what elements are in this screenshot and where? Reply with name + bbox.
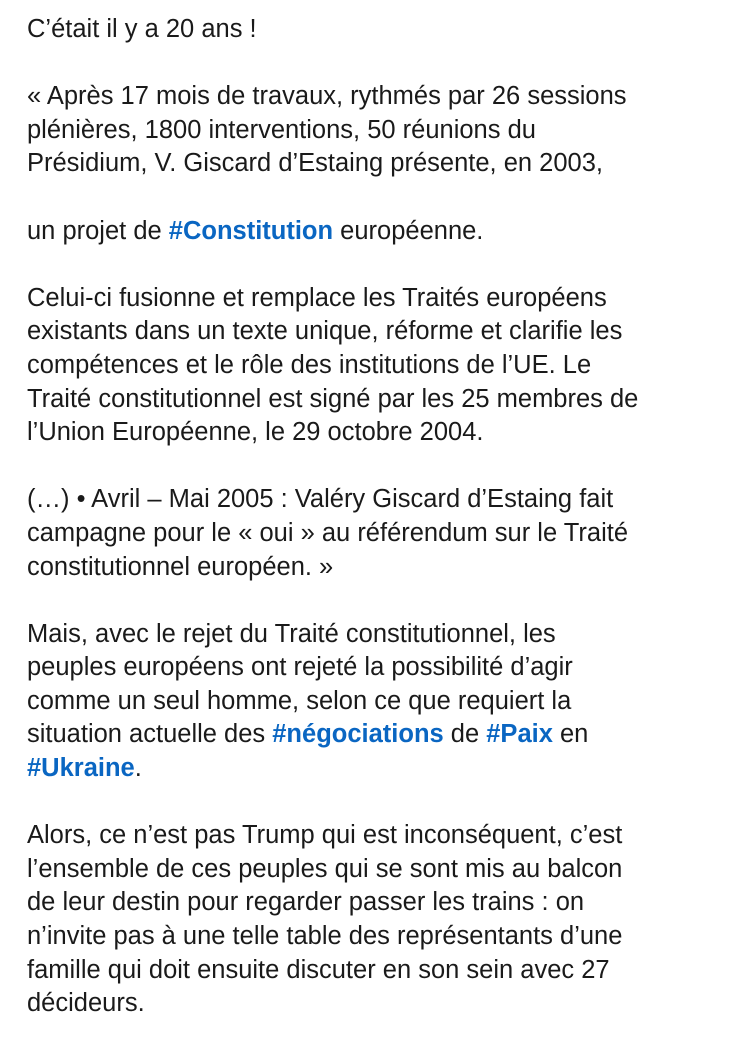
paragraph-campaign: [27, 483, 739, 584]
text-line: (…) • Avril – Mai 2005 : Valéry Giscard d’Estaing fait: [27, 485, 614, 514]
text-line: peuples européens ont rejeté la possibilité d’agir: [27, 653, 573, 682]
text-line: Celui-ci fusionne et remplace les Traités européens: [27, 283, 607, 312]
text-line: [27, 718, 739, 752]
text-line: Présidium, V. Giscard d’Estaing présente, en 2003,: [27, 149, 603, 178]
text-line: l’Union Européenne, le 29 octobre 2004.: [27, 418, 484, 447]
paragraph-quote-start: [27, 80, 739, 181]
text-line: constitutionnel européen. »: [27, 552, 334, 581]
text-line: Alors, ce n’est pas Trump qui est inconséquent, c’est: [27, 821, 623, 850]
text-line: Mais, avec le rejet du Traité constitutionnel, les: [27, 619, 556, 648]
post-body: [27, 13, 739, 1054]
text-segment: européenne.: [333, 216, 484, 245]
text-segment: .: [134, 754, 142, 783]
text-line: Traité constitutionnel est signé par les 25 membres de: [27, 384, 639, 413]
hashtag-constitution-link[interactable]: #Constitution: [168, 216, 334, 245]
paragraph-conclusion: [27, 819, 739, 1021]
text-line: [27, 752, 739, 786]
text-line: décideurs.: [27, 989, 145, 1018]
hashtag-ukraine-link[interactable]: #Ukraine: [27, 754, 135, 783]
hashtag-paix-link[interactable]: #Paix: [486, 720, 553, 749]
text-line: C’était il y a 20 ans !: [27, 15, 257, 43]
text-segment: situation actuelle des: [27, 720, 273, 749]
text-line: compétences et le rôle des institutions de l’UE. Le: [27, 350, 592, 379]
text-segment: de: [443, 720, 487, 749]
text-line: existants dans un texte unique, réforme et clarifie les: [27, 317, 623, 346]
text-segment: en: [552, 720, 589, 749]
text-line: de leur destin pour regarder passer les trains : on: [27, 888, 585, 917]
text-line: « Après 17 mois de travaux, rythmés par 26 sessions: [27, 82, 627, 111]
text-line: n’invite pas à une telle table des représentants d’une: [27, 922, 623, 951]
text-line: plénières, 1800 interventions, 50 réunions du: [27, 115, 536, 144]
paragraph-constitution: [27, 215, 739, 249]
text-line: l’ensemble de ces peuples qui se sont mis au balcon: [27, 854, 623, 883]
text-segment: un projet de: [27, 216, 169, 245]
hashtag-negociations-link[interactable]: #négociations: [272, 720, 444, 749]
text-line: [27, 215, 739, 249]
text-line: famille qui doit ensuite discuter en son sein avec 27: [27, 955, 610, 984]
paragraph-intro: [27, 13, 739, 47]
text-line: campagne pour le « oui » au référendum sur le Traité: [27, 518, 629, 547]
paragraph-rejection: [27, 618, 739, 786]
paragraph-treaty: [27, 282, 739, 450]
text-line: comme un seul homme, selon ce que requiert la: [27, 686, 572, 715]
